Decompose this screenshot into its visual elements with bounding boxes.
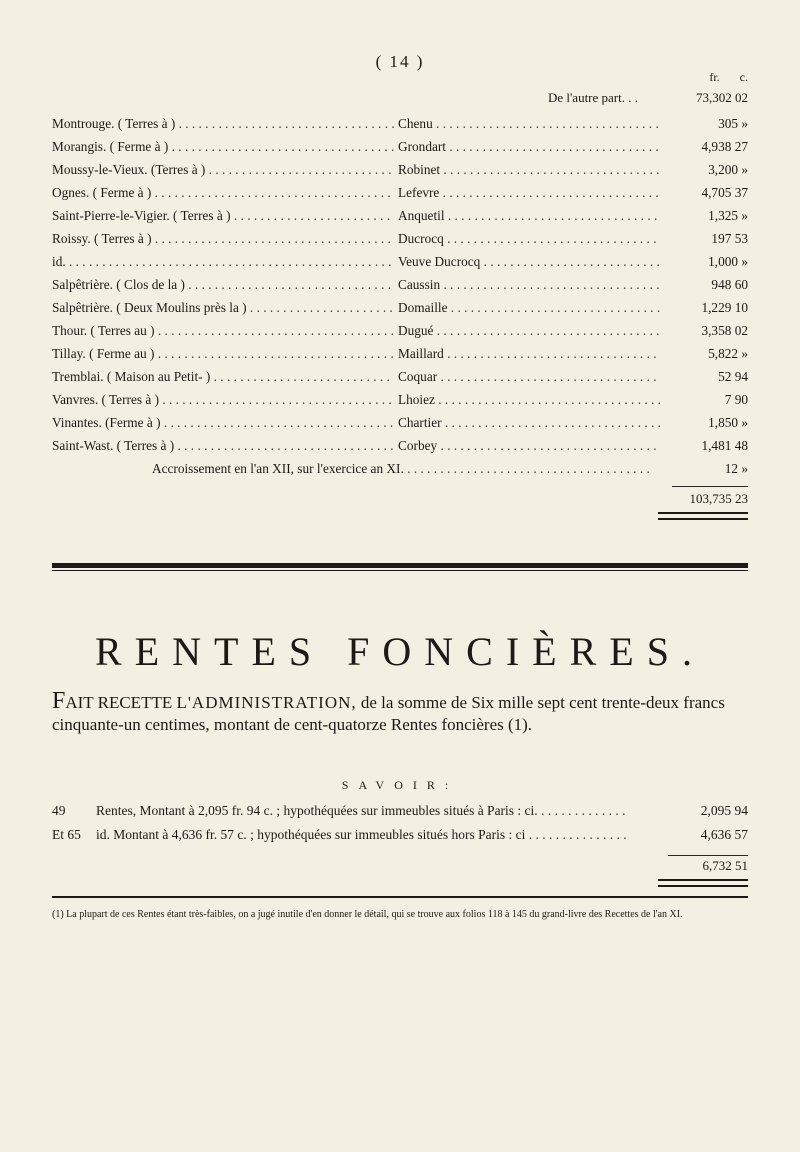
rent-amount: 1,325 » — [708, 208, 748, 223]
page-number: ( 14 ) — [375, 52, 425, 71]
total-rule — [672, 486, 748, 487]
ledger-row — [52, 135, 748, 158]
ledger-row — [52, 434, 748, 457]
ledger-row — [52, 227, 748, 250]
rent-amount: 948 60 — [711, 277, 748, 292]
detail-count: Et 65 — [52, 827, 81, 842]
place-name: Saint-Wast. ( Terres à ) . . . — [52, 434, 394, 457]
place-name: Salpêtrière. ( Deux Moulins près la ) . . . — [52, 296, 394, 319]
section-title: RENTES FONCIÈRES. — [95, 629, 705, 674]
accroissement-amount: 12 » — [724, 461, 748, 476]
tenant-name: Domaille . . . — [398, 296, 660, 319]
rent-amount: 7 90 — [724, 392, 748, 407]
detail-line-paris — [52, 800, 748, 822]
rent-amount: 5,822 » — [708, 346, 748, 361]
tenant-name: Grondart . . . — [398, 135, 660, 158]
place-name: Morangis. ( Ferme à ) . . . — [52, 135, 394, 158]
intro-admin: L'ADMINISTRATION, — [176, 693, 357, 712]
place-name: Moussy-le-Vieux. (Terres à ) . . . — [52, 158, 394, 181]
place-name: Tremblai. ( Maison au Petit- ) . . . — [52, 365, 394, 388]
ledger-row — [52, 388, 748, 411]
rent-amount: 3,358 02 — [701, 323, 748, 338]
ledger-row — [52, 204, 748, 227]
rent-amount: 1,850 » — [708, 415, 748, 430]
place-name: Montrouge. ( Terres à ) . . . — [52, 112, 394, 135]
tenant-name: Maillard . . . — [398, 342, 660, 365]
ledger-row — [52, 250, 748, 273]
centimes-unit: c. — [739, 70, 748, 84]
rent-amount: 197 53 — [711, 231, 748, 246]
place-name: Tillay. ( Ferme au ) . . . — [52, 342, 394, 365]
tenant-name: Chenu . . . — [398, 112, 660, 135]
tenant-name: Veuve Ducrocq . . . — [398, 250, 660, 273]
detail-text: Rentes, Montant à 2,095 fr. 94 c. ; hypothéquées sur immeubles situés à Paris : ci. . . . — [96, 800, 626, 822]
detail-value: 2,095 94 — [700, 803, 748, 818]
place-name: Vinantes. (Ferme à ) . . . — [52, 411, 394, 434]
rent-amount: 305 » — [718, 116, 748, 131]
place-name: Thour. ( Terres au ) . . . — [52, 319, 394, 342]
ledger-total: 103,735 23 — [689, 491, 748, 506]
total-double-rule — [658, 512, 748, 520]
savoir-heading: SAVOIR: — [341, 778, 459, 792]
tenant-name: Lefevre . . . — [398, 181, 660, 204]
rent-amount: 52 94 — [718, 369, 748, 384]
place-name: Saint-Pierre-le-Vigier. ( Terres à ) . . . — [52, 204, 394, 227]
detail-value: 4,636 57 — [700, 827, 748, 842]
accroissement-row — [52, 457, 748, 480]
francs-unit: fr. — [709, 70, 720, 84]
intro-dropcap: F — [52, 688, 66, 714]
tenant-name: Dugué . . . — [398, 319, 660, 342]
intro-rest: de la somme de Six mille sept cent trente-deux francs cinquante-un centimes, montant de cent-quatorze Rentes foncières (1). — [52, 693, 725, 734]
column-units — [658, 70, 748, 85]
tenant-name: Anquetil . . . — [398, 204, 660, 227]
tenant-name: Coquar . . . — [398, 365, 660, 388]
rent-ledger — [52, 112, 748, 480]
place-name: Salpêtrière. ( Clos de la ) . . . — [52, 273, 394, 296]
ledger-row — [52, 411, 748, 434]
ledger-row — [52, 112, 748, 135]
detail-count: 49 — [52, 803, 66, 818]
rent-amount: 1,481 48 — [701, 438, 748, 453]
carried-label: De l'autre part. . . — [547, 90, 638, 105]
ledger-row — [52, 181, 748, 204]
place-name: id. . . . — [52, 250, 394, 273]
section-rule-thick — [52, 563, 748, 568]
section-rule-thin — [52, 570, 748, 571]
accroissement-label: Accroissement en l'an XII, sur l'exercice an XI. . . . — [152, 457, 652, 480]
rent-amount: 3,200 » — [708, 162, 748, 177]
ledger-row — [52, 365, 748, 388]
detail-text: id. Montant à 4,636 fr. 57 c. ; hypothéquées sur immeubles situés hors Paris : ci . . . — [96, 824, 626, 846]
subtotal: 6,732 51 — [702, 858, 748, 873]
tenant-name: Lhoiez . . . — [398, 388, 660, 411]
rent-amount: 1,229 10 — [701, 300, 748, 315]
detail-line-hors-paris — [52, 824, 748, 846]
tenant-name: Corbey . . . — [398, 434, 660, 457]
place-name: Roissy. ( Terres à ) . . . — [52, 227, 394, 250]
ledger-row — [52, 273, 748, 296]
footnote: (1) La plupart de ces Rentes étant très-faibles, on a jugé inutile d'en donner le détail, qui se trouve aux folios 118 à 145 du grand-livre des Recettes de l'an XI. — [52, 909, 683, 920]
rent-amount: 4,938 27 — [701, 139, 748, 154]
rent-amount: 4,705 37 — [701, 185, 748, 200]
tenant-name: Caussin . . . — [398, 273, 660, 296]
ledger-row — [52, 342, 748, 365]
footnote-rule — [52, 896, 748, 898]
ledger-row — [52, 158, 748, 181]
ledger-row — [52, 296, 748, 319]
subtotal-rule — [668, 855, 748, 856]
place-name: Vanvres. ( Terres à ) . . . — [52, 388, 394, 411]
rent-amount: 1,000 » — [708, 254, 748, 269]
place-name: Ognes. ( Ferme à ) . . . — [52, 181, 394, 204]
intro-lead: AIT RECETTE — [65, 693, 173, 712]
tenant-name: Ducrocq . . . — [398, 227, 660, 250]
tenant-name: Chartier . . . — [398, 411, 660, 434]
tenant-name: Robinet . . . — [398, 158, 660, 181]
intro-paragraph — [52, 690, 752, 736]
ledger-row — [52, 319, 748, 342]
carried-amount: 73,302 02 — [696, 90, 748, 105]
subtotal-double-rule — [658, 879, 748, 887]
